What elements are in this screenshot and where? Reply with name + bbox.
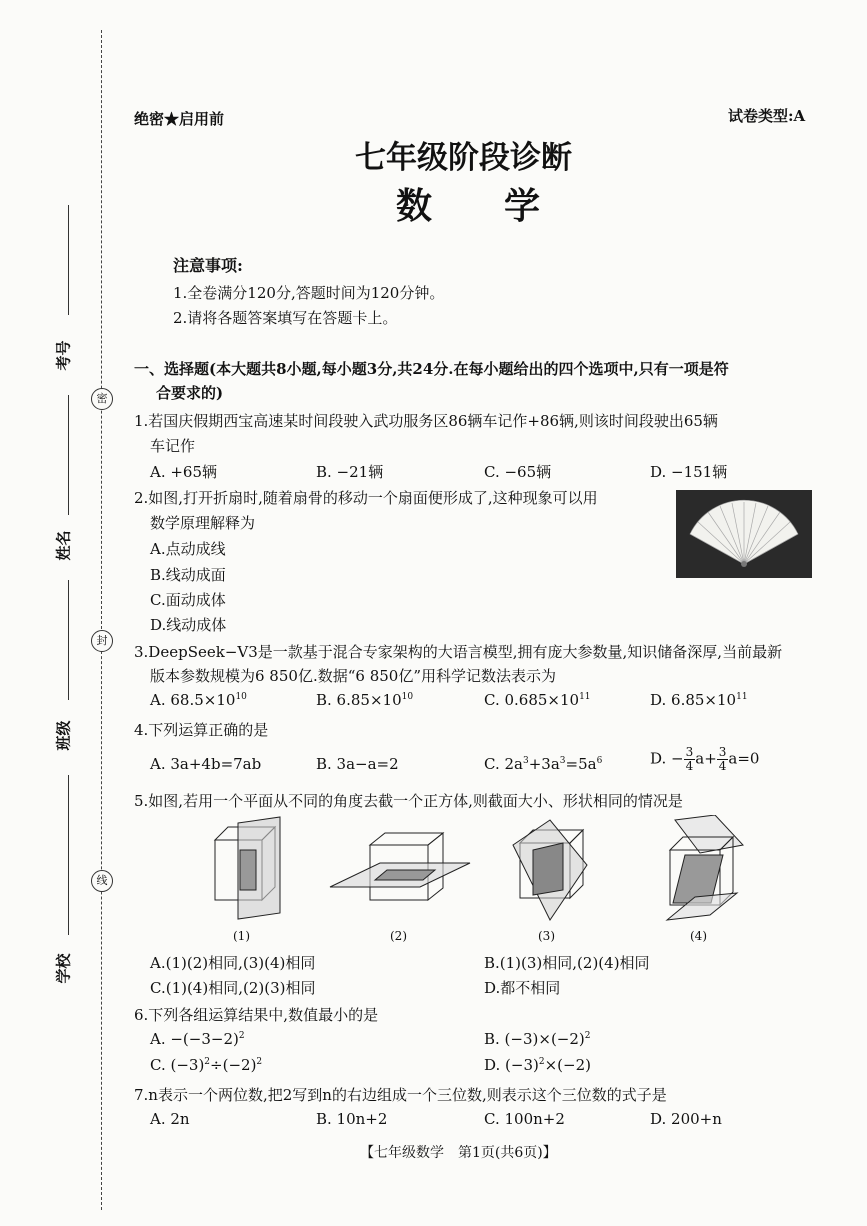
folding-fan-image <box>676 490 812 578</box>
q7-option-c: C. 100n+2 <box>484 1110 565 1128</box>
cube-figure-1 <box>200 815 290 925</box>
cube-label-2: (2) <box>390 929 407 943</box>
q4-option-d: D. − $\frac{3}{4}$ a+ $\frac{3}{4}$ a=0 <box>650 745 760 773</box>
q2-option-b: B.线动成面 <box>150 566 226 584</box>
q6-option-a: A. $-(-3-2)^2$ <box>150 1030 245 1048</box>
section-title-cont: 合要求的) <box>156 384 224 402</box>
q5-option-b: B.(1)(3)相同,(2)(4)相同 <box>484 954 650 972</box>
exam-title: 七年级阶段诊断 <box>355 140 572 176</box>
q5-option-a: A.(1)(2)相同,(3)(4)相同 <box>150 954 316 972</box>
q6-option-c: C. $(-3)^2\div(-2)^2$ <box>150 1056 263 1074</box>
fraction: $\frac{3}{4}$ <box>718 745 727 773</box>
q3-stem: 3.DeepSeek−V3是一款基于混合专家架构的大语言模型,拥有庞大参数量,知识储备深厚,当前最新 <box>134 643 783 661</box>
seal-char-feng: 封 <box>91 630 113 652</box>
q2-option-a: A.点动成线 <box>150 540 226 558</box>
q3-option-b: B. $6.85\times 10^{10}$ <box>316 691 414 709</box>
exam-no-line <box>68 205 69 315</box>
q2-option-c: C.面动成体 <box>150 591 226 609</box>
secret-mark: 绝密★启用前 <box>134 110 225 128</box>
q7-stem: 7.n表示一个两位数,把2写到n的右边组成一个三位数,则表示这个三位数的式子是 <box>134 1086 667 1104</box>
q7-option-b: B. 10n+2 <box>316 1110 388 1128</box>
name-label: 姓名 <box>54 530 73 561</box>
q7-option-a: A. 2n <box>150 1110 190 1128</box>
cube-label-1: (1) <box>233 929 250 943</box>
q5-option-d: D.都不相同 <box>484 979 561 997</box>
page-footer: 【七年级数学 第1页(共6页)】 <box>360 1145 557 1161</box>
seal-dashed-line <box>101 30 102 1210</box>
q3-option-c: C. $0.685\times 10^{11}$ <box>484 691 591 709</box>
q7-option-d: D. 200+n <box>650 1110 722 1128</box>
seal-char-xian: 线 <box>91 870 113 892</box>
q1-option-d: D. −151辆 <box>650 463 728 481</box>
q1-stem-cont: 车记作 <box>150 437 196 455</box>
q1-stem: 1.若国庆假期西宝高速某时间段驶入武功服务区86辆车记作+86辆,则该时间段驶出65辆 <box>134 412 718 430</box>
notes-heading: 注意事项: <box>173 256 243 275</box>
q3-stem-cont: 版本参数规模为6 850亿.数据“6 850亿”用科学记数法表示为 <box>150 667 556 685</box>
q6-stem: 6.下列各组运算结果中,数值最小的是 <box>134 1006 379 1024</box>
q2-stem: 2.如图,打开折扇时,随着扇骨的移动一个扇面便形成了,这种现象可以用 <box>134 489 598 507</box>
q3-option-d: D. $6.85\times 10^{11}$ <box>650 691 748 709</box>
class-label: 班级 <box>54 720 73 751</box>
paper-type: 试卷类型:A <box>728 107 806 125</box>
cube-figure-4 <box>655 815 750 925</box>
q4-option-b: B. 3a−a=2 <box>316 755 399 773</box>
q1-option-c: C. −65辆 <box>484 463 552 481</box>
cube-label-3: (3) <box>538 929 555 943</box>
q2-stem-cont: 数学原理解释为 <box>150 514 256 532</box>
note-item: 2.请将各题答案填写在答题卡上。 <box>173 309 398 327</box>
q1-option-b: B. −21辆 <box>316 463 384 481</box>
seal-char-mi: 密 <box>91 388 113 410</box>
q1-option-a: A. +65辆 <box>150 463 218 481</box>
q4-option-a: A. 3a+4b=7ab <box>150 755 262 773</box>
q5-stem: 5.如图,若用一个平面从不同的角度去截一个正方体,则截面大小、形状相同的情况是 <box>134 792 683 810</box>
cube-label-4: (4) <box>690 929 707 943</box>
q6-option-d: D. $(-3)^2\times(-2)$ <box>484 1056 591 1074</box>
exam-no-label: 考号 <box>54 340 73 371</box>
school-line <box>68 775 69 935</box>
q3-option-a: A. $68.5\times 10^{10}$ <box>150 691 247 709</box>
subject-title: 数 学 <box>396 186 541 227</box>
school-label: 学校 <box>54 953 73 984</box>
q5-option-c: C.(1)(4)相同,(2)(3)相同 <box>150 979 316 997</box>
q4-stem: 4.下列运算正确的是 <box>134 721 269 739</box>
q2-option-d: D.线动成体 <box>150 616 227 634</box>
q6-option-b: B. $(-3)\times(-2)^2$ <box>484 1030 591 1048</box>
class-line <box>68 580 69 700</box>
section-title: 一、选择题(本大题共8小题,每小题3分,共24分.在每小题给出的四个选项中,只有一项是符 <box>134 360 729 378</box>
q4-option-c: C. $2a^3+3a^3=5a^6$ <box>484 755 603 773</box>
cube-figure-3 <box>505 815 595 925</box>
name-line <box>68 395 69 515</box>
note-item: 1.全卷满分120分,答题时间为120分钟。 <box>173 284 445 302</box>
fraction: $\frac{3}{4}$ <box>685 745 694 773</box>
cube-figure-2 <box>325 825 475 920</box>
